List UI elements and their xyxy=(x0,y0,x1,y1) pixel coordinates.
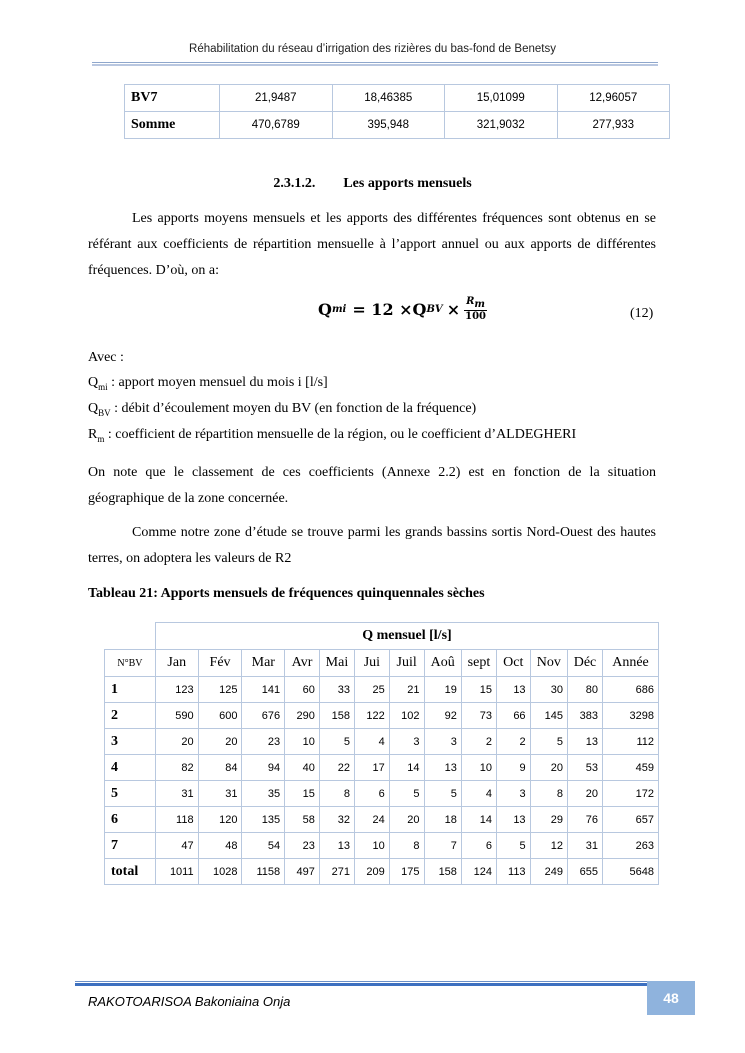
month-header: sept xyxy=(461,650,496,677)
row-label: 2 xyxy=(105,703,156,729)
table-cell: 3 xyxy=(424,729,461,755)
table-cell: 263 xyxy=(603,833,659,859)
def-rm-symbol: R xyxy=(88,427,98,442)
def-qmi xyxy=(88,375,328,392)
table-cell: 10 xyxy=(285,729,320,755)
table-cell: 120 xyxy=(198,807,242,833)
row-label: Somme xyxy=(125,112,220,139)
table-cell: 3298 xyxy=(603,703,659,729)
frac-numerator: R xyxy=(466,296,475,307)
table-cell: 15,01099 xyxy=(445,85,558,112)
table-cell: 497 xyxy=(285,859,320,885)
table-cell: 655 xyxy=(567,859,602,885)
table-cell: 31 xyxy=(155,781,198,807)
table-cell: 124 xyxy=(461,859,496,885)
table-cell: 22 xyxy=(319,755,354,781)
table-cell: 76 xyxy=(567,807,602,833)
formula-12 xyxy=(318,296,487,322)
table-cell: 54 xyxy=(242,833,285,859)
table-cell: 12,96057 xyxy=(557,85,670,112)
table-cell: 48 xyxy=(198,833,242,859)
table-cell: 277,933 xyxy=(557,112,670,139)
table-cell: 84 xyxy=(198,755,242,781)
table-cell: 66 xyxy=(497,703,531,729)
table-cell: 2 xyxy=(461,729,496,755)
def-qbv-text: : débit d’écoulement moyen du BV (en fonction de la fréquence) xyxy=(110,401,477,416)
section-title: Les apports mensuels xyxy=(343,176,472,191)
row-label: 3 xyxy=(105,729,156,755)
header-rule xyxy=(92,62,658,66)
table-row xyxy=(105,729,659,755)
table-cell: 25 xyxy=(354,677,389,703)
table-row xyxy=(105,781,659,807)
table-cell: 23 xyxy=(242,729,285,755)
month-header: Avr xyxy=(285,650,320,677)
table-cell: 4 xyxy=(354,729,389,755)
table-cell: 122 xyxy=(354,703,389,729)
table-cell: 5 xyxy=(497,833,531,859)
table-cell: 141 xyxy=(242,677,285,703)
table-cell: 271 xyxy=(319,859,354,885)
def-qmi-symbol: Q xyxy=(88,375,99,390)
running-header: Réhabilitation du réseau d’irrigation des rizières du bas-fond de Benetsy xyxy=(189,43,556,55)
table-cell: 40 xyxy=(285,755,320,781)
formula-q-sub: BV xyxy=(426,303,443,315)
table-cell: 73 xyxy=(461,703,496,729)
q-mensuel-header: Q mensuel [l/s] xyxy=(155,623,658,650)
table-cell: 470,6789 xyxy=(220,112,333,139)
table-cell: 18,46385 xyxy=(332,85,445,112)
bv-summary-table xyxy=(124,84,670,139)
table-cell: 321,9032 xyxy=(445,112,558,139)
row-label: total xyxy=(105,859,156,885)
def-rm-text: : coefficient de répartition mensuelle de la région, ou le coefficient d’ALDEGHERI xyxy=(104,427,577,442)
section-number: 2.3.1.2. xyxy=(273,176,316,191)
bv-header: N°BV xyxy=(105,650,156,677)
def-qbv xyxy=(88,401,476,418)
table-cell: 24 xyxy=(354,807,389,833)
table-row xyxy=(105,677,659,703)
bv-summary-row xyxy=(125,112,670,139)
table-cell: 6 xyxy=(461,833,496,859)
table-cell: 13 xyxy=(319,833,354,859)
table-cell: 32 xyxy=(319,807,354,833)
footer-author: RAKOTOARISOA Bakoniaina Onja xyxy=(88,994,291,1009)
table-cell: 3 xyxy=(497,781,531,807)
section-heading xyxy=(0,176,745,192)
table-cell: 31 xyxy=(567,833,602,859)
row-label: 7 xyxy=(105,833,156,859)
month-header: Oct xyxy=(497,650,531,677)
table-cell: 18 xyxy=(424,807,461,833)
row-label: 4 xyxy=(105,755,156,781)
table-cell: 82 xyxy=(155,755,198,781)
table-cell: 21,9487 xyxy=(220,85,333,112)
frac-denominator: 100 xyxy=(465,311,486,322)
table-cell: 113 xyxy=(497,859,531,885)
table-cell: 13 xyxy=(567,729,602,755)
table-cell: 20 xyxy=(567,781,602,807)
table-cell: 19 xyxy=(424,677,461,703)
table-cell: 10 xyxy=(461,755,496,781)
table-cell: 657 xyxy=(603,807,659,833)
table-cell: 5 xyxy=(530,729,567,755)
row-label: BV7 xyxy=(125,85,220,112)
month-header: Déc xyxy=(567,650,602,677)
monthly-flow-table xyxy=(104,622,659,885)
table-cell: 1028 xyxy=(198,859,242,885)
table-cell: 123 xyxy=(155,677,198,703)
intro-paragraph: Les apports moyens mensuels et les apports des différentes fréquences sont obtenus en se référant aux coefficients de répartition mensuelle à l’apport annuel ou aux apports de différentes fréquences. D’où, on a: xyxy=(88,211,656,278)
table-cell: 9 xyxy=(497,755,531,781)
table-row xyxy=(105,833,659,859)
table-cell: 20 xyxy=(198,729,242,755)
def-qbv-symbol: Q xyxy=(88,401,99,416)
table-cell: 383 xyxy=(567,703,602,729)
table-cell: 5 xyxy=(424,781,461,807)
table-cell: 10 xyxy=(354,833,389,859)
month-header: Aoû xyxy=(424,650,461,677)
row-label: 5 xyxy=(105,781,156,807)
table-cell: 600 xyxy=(198,703,242,729)
table-cell: 1158 xyxy=(242,859,285,885)
table-cell: 17 xyxy=(354,755,389,781)
table-cell: 58 xyxy=(285,807,320,833)
def-qmi-text: : apport moyen mensuel du mois i [l/s] xyxy=(107,375,328,390)
table-cell: 7 xyxy=(424,833,461,859)
table-cell: 60 xyxy=(285,677,320,703)
avec-label: Avec : xyxy=(88,350,124,365)
month-header: Mar xyxy=(242,650,285,677)
month-header: Mai xyxy=(319,650,354,677)
table-cell: 29 xyxy=(530,807,567,833)
table-cell: 5 xyxy=(389,781,424,807)
table-cell: 92 xyxy=(424,703,461,729)
table-row xyxy=(105,755,659,781)
table-cell: 249 xyxy=(530,859,567,885)
table-cell: 15 xyxy=(461,677,496,703)
table-cell: 1011 xyxy=(155,859,198,885)
table-cell: 2 xyxy=(497,729,531,755)
table-cell: 135 xyxy=(242,807,285,833)
equation-number: (12) xyxy=(630,306,654,321)
month-header: Juil xyxy=(389,650,424,677)
table-cell: 209 xyxy=(354,859,389,885)
table-cell: 158 xyxy=(319,703,354,729)
table-cell: 676 xyxy=(242,703,285,729)
table-cell: 145 xyxy=(530,703,567,729)
month-header: Fév xyxy=(198,650,242,677)
table-cell: 686 xyxy=(603,677,659,703)
table-cell: 80 xyxy=(567,677,602,703)
table-cell: 13 xyxy=(497,677,531,703)
page-number: 48 xyxy=(647,981,695,1015)
table-cell: 8 xyxy=(389,833,424,859)
table-cell: 118 xyxy=(155,807,198,833)
table-cell: 31 xyxy=(198,781,242,807)
formula-lhs: Q xyxy=(318,299,332,319)
month-header: Jui xyxy=(354,650,389,677)
table-cell: 175 xyxy=(389,859,424,885)
table-cell: 172 xyxy=(603,781,659,807)
table-cell: 35 xyxy=(242,781,285,807)
table-cell: 14 xyxy=(461,807,496,833)
row-label: 6 xyxy=(105,807,156,833)
table-cell: 15 xyxy=(285,781,320,807)
table-cell: 20 xyxy=(389,807,424,833)
table-cell: 4 xyxy=(461,781,496,807)
table-cell: 125 xyxy=(198,677,242,703)
month-header: Année xyxy=(603,650,659,677)
table-cell: 3 xyxy=(389,729,424,755)
note-paragraph: On note que le classement de ces coefficients (Annexe 2.2) est en fonction de la situation géographique de la zone concernée. xyxy=(88,465,656,506)
table-cell: 13 xyxy=(497,807,531,833)
footer-rule xyxy=(75,981,647,986)
table-row xyxy=(105,807,659,833)
table-cell: 8 xyxy=(319,781,354,807)
table-row xyxy=(105,859,659,885)
table-cell: 290 xyxy=(285,703,320,729)
def-rm xyxy=(88,427,576,444)
def-rm-sub: m xyxy=(97,433,105,444)
table-cell: 5 xyxy=(319,729,354,755)
table-cell: 21 xyxy=(389,677,424,703)
zone-paragraph: Comme notre zone d’étude se trouve parmi les grands bassins sortis Nord-Ouest des hautes terres, on adoptera les valeurs de R2 xyxy=(88,525,656,566)
table-cell: 20 xyxy=(530,755,567,781)
corner-empty-cell xyxy=(105,623,156,650)
frac-numerator-sub: m xyxy=(474,299,486,310)
table-cell: 23 xyxy=(285,833,320,859)
table-cell: 20 xyxy=(155,729,198,755)
table-cell: 12 xyxy=(530,833,567,859)
table-cell: 395,948 xyxy=(332,112,445,139)
formula-operator: = 12 ×Q xyxy=(352,299,427,319)
table-cell: 102 xyxy=(389,703,424,729)
def-qmi-sub: mi xyxy=(98,381,108,392)
table-cell: 14 xyxy=(389,755,424,781)
formula-times: × xyxy=(446,299,461,319)
table-cell: 13 xyxy=(424,755,461,781)
table-cell: 590 xyxy=(155,703,198,729)
row-label: 1 xyxy=(105,677,156,703)
bv-summary-row xyxy=(125,85,670,112)
formula-fraction xyxy=(464,296,487,322)
month-header: Nov xyxy=(530,650,567,677)
table-cell: 8 xyxy=(530,781,567,807)
table-caption: Tableau 21: Apports mensuels de fréquences quinquennales sèches xyxy=(88,586,485,601)
table-cell: 459 xyxy=(603,755,659,781)
table-cell: 30 xyxy=(530,677,567,703)
formula-lhs-sub: mi xyxy=(331,303,347,315)
table-cell: 94 xyxy=(242,755,285,781)
table-cell: 6 xyxy=(354,781,389,807)
table-cell: 112 xyxy=(603,729,659,755)
table-cell: 5648 xyxy=(603,859,659,885)
table-cell: 158 xyxy=(424,859,461,885)
table-row xyxy=(105,703,659,729)
table-cell: 33 xyxy=(319,677,354,703)
month-header: Jan xyxy=(155,650,198,677)
def-qbv-sub: BV xyxy=(98,407,111,418)
table-cell: 47 xyxy=(155,833,198,859)
table-cell: 53 xyxy=(567,755,602,781)
